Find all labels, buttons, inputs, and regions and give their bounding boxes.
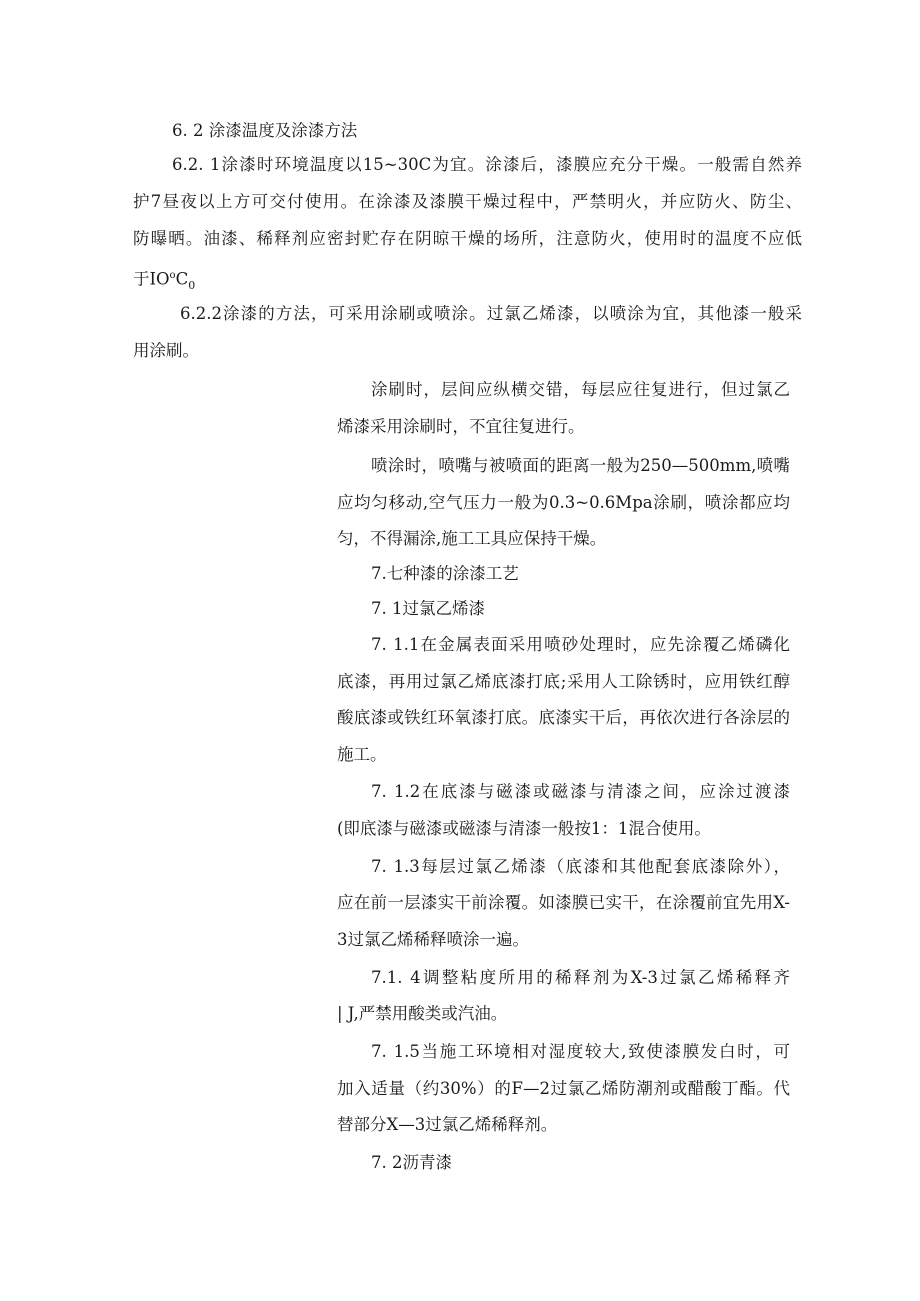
paragraph-7-1-1-line-3: 酸底漆或铁红环氧漆打底。底漆实干后，再依次进行各涂层的 [337, 708, 790, 727]
paragraph-6-2-1-line-2: 护7昼夜以上方可交付使用。在涂漆及漆膜干燥过程中，严禁明火，并应防火、防尘、 [133, 192, 802, 211]
paragraph-spray-line-2: 应均匀移动,空气压力一般为0.3~0.6Mpa涂刷，喷涂都应均 [337, 493, 790, 512]
paragraph-7-1-4-line-1: 7.1. 4调整粘度所用的稀释剂为X-3过氯乙烯稀释齐 [371, 968, 790, 987]
paragraph-7-1-3-line-3: 3过氯乙烯稀释喷涂一遍。 [337, 930, 529, 949]
paragraph-7-1-2-line-2: (即底漆与磁漆或磁漆与清漆一般按1：1混合使用。 [337, 819, 711, 838]
paragraph-7-1-5-line-1: 7. 1.5当施工环境相对湿度较大,致使漆膜发白时，可 [371, 1042, 790, 1061]
paragraph-7-1-5-line-2: 加入适量（约30%）的F—2过氯乙烯防潮剂或醋酸丁酯。代 [337, 1079, 790, 1098]
section-heading-6-2: 6. 2 涂漆温度及涂漆方法 [172, 121, 358, 140]
temperature-text: 于IO [133, 269, 170, 289]
paragraph-brush-line-2: 烯漆采用涂刷时，不宜往复进行。 [337, 417, 585, 436]
subsection-heading-7-2: 7. 2沥青漆 [371, 1153, 452, 1172]
temperature-superscript: o [169, 270, 176, 281]
paragraph-7-1-3-line-2: 应在前一层漆实干前涂覆。如漆膜已实干，在涂覆前宜先用X- [337, 893, 790, 912]
paragraph-7-1-1-line-4: 施工。 [337, 745, 387, 764]
paragraph-spray-line-1: 喷涂时，喷嘴与被喷面的距离一般为250—500mm,喷嘴 [371, 456, 790, 475]
paragraph-6-2-1-line-3: 防曝晒。油漆、稀释剂应密封贮存在阴晾干燥的场所，注意防火，使用时的温度不应低 [133, 229, 802, 248]
paragraph-7-1-5-line-3: 替部分X—3过氯乙烯稀释剂。 [337, 1115, 558, 1134]
paragraph-6-2-1-line-4 [133, 266, 195, 296]
paragraph-brush-line-1: 涂刷时，层间应纵横交错，每层应往复进行，但过氯乙 [371, 380, 790, 399]
paragraph-7-1-1-line-2: 底漆，再用过氯乙烯底漆打底;采用人工除锈时，应用铁红醇 [337, 672, 790, 691]
paragraph-spray-line-3: 匀，不得漏涂,施工工具应保持干燥。 [337, 529, 607, 548]
paragraph-7-1-1-line-1: 7. 1.1在金属表面采用喷砂处理时，应先涂覆乙烯磷化 [371, 635, 790, 654]
paragraph-7-1-2-line-1: 7. 1.2在底漆与磁漆或磁漆与清漆之间，应涂过渡漆 [371, 782, 790, 801]
paragraph-7-1-4-line-2: | J,严禁用酸类或汽油。 [337, 1004, 508, 1023]
paragraph-7-1-3-line-1: 7. 1.3每层过氯乙烯漆（底漆和其他配套底漆除外）， [371, 857, 790, 876]
temperature-unit: C [175, 269, 189, 289]
paragraph-6-2-1-line-1: 6.2. 1涂漆时环境温度以15~30C为宜。涂漆后，漆膜应充分干燥。一般需自然养 [172, 155, 802, 174]
paragraph-6-2-2-line-2: 用涂刷。 [133, 341, 199, 360]
temperature-subscript: 0 [188, 278, 196, 292]
subsection-heading-7-1: 7. 1过氯乙烯漆 [371, 599, 485, 618]
paragraph-6-2-2-line-1: 6.2.2涂漆的方法，可采用涂刷或喷涂。过氯乙烯漆，以喷涂为宜，其他漆一般采 [180, 304, 802, 323]
section-heading-7: 7.七种漆的涂漆工艺 [371, 564, 519, 583]
